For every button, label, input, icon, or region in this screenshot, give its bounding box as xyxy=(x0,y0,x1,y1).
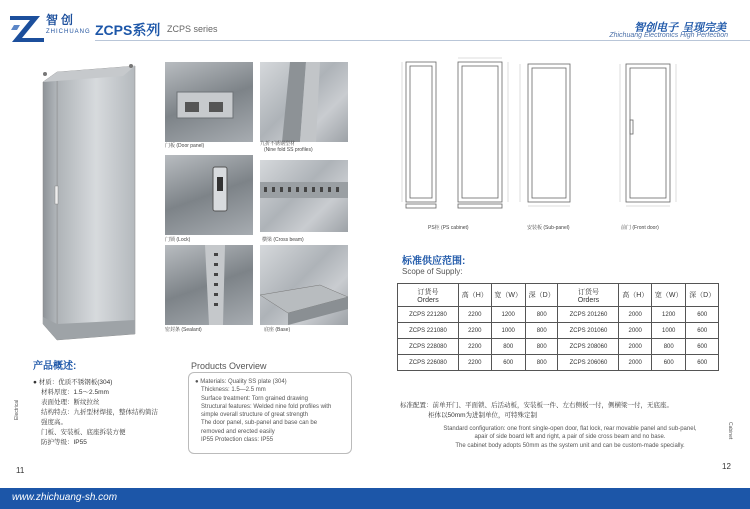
overview-cn-list xyxy=(33,378,173,448)
table-header-cell: 深（D） xyxy=(525,284,558,307)
caption-lock: 门锁 (Lock) xyxy=(165,237,191,243)
table-header-cell: 宽（W） xyxy=(652,284,686,307)
overview-en-line: removed and erected easily xyxy=(201,428,275,435)
overview-en-line: Surface treatment: Torn grained drawing xyxy=(201,395,308,402)
overview-cn-line: ● 材质：优质不锈钢板(304) xyxy=(33,379,113,386)
overview-cn-line: 材料厚度：1.5～2.5mm xyxy=(41,389,109,396)
table-header-row xyxy=(398,284,719,307)
overview-cn-line: 防护等级：IP55 xyxy=(41,439,87,446)
overview-en-line: Structural features: Welded nine fold profiles with xyxy=(201,403,332,410)
base-photo xyxy=(260,245,348,325)
table-header-cell: 高（H） xyxy=(619,284,652,307)
caption-profiles-cn: 九折不锈钢型材 xyxy=(260,141,296,147)
cabinet-photo xyxy=(35,62,150,344)
sealant-illustration xyxy=(165,245,253,325)
config-cn xyxy=(400,401,740,421)
table-header-cell: 高（H） xyxy=(459,284,492,307)
caption-sealant: 密封条 (Sealant) xyxy=(165,327,202,333)
slogan-chinese: 智创电子 呈现完美 xyxy=(634,21,726,34)
overview-en-line: The door panel, sub-panel and base can be xyxy=(201,420,318,427)
caption-front-door: 前门 (Front door) xyxy=(621,225,659,231)
table-header-cell: 宽（W） xyxy=(491,284,525,307)
config-en-line: apair of side board left and right, a pair of side cross beam and no base. xyxy=(474,434,666,441)
door-panel-photo xyxy=(165,62,253,142)
base-illustration xyxy=(260,245,348,325)
ps-cabinet-drawing xyxy=(398,56,518,212)
lock-illustration xyxy=(165,155,253,235)
overview-en-line: ● Materials: Quality SS plate (304) xyxy=(195,379,287,385)
slogan-english: Zhichuang Electronics High Perfection xyxy=(609,32,728,39)
logo-english-text: ZHICHUANG xyxy=(46,29,91,35)
table-row: ZCPS 221080 2200 1000 800 ZCPS 201060 2000 1000 600 xyxy=(398,323,719,339)
profiles-illustration xyxy=(260,62,348,142)
config-en xyxy=(400,425,740,450)
page-number-right: 12 xyxy=(722,462,731,471)
overview-cn-title: 产品概述: xyxy=(33,361,77,372)
overview-en-title: Products Overview xyxy=(191,361,267,371)
table-header-cell: 订货号 Orders xyxy=(558,284,619,307)
overview-en-line: simple overall structure of great strength xyxy=(201,412,309,419)
side-label-left: Electrical xyxy=(14,399,20,420)
config-cn-line: 标准配置：前单开门、平面锁、后活动板，安装板一件、左右侧板一付，侧横梁一付，无底座。 xyxy=(400,402,673,409)
series-subtitle: ZCPS series xyxy=(167,24,218,34)
table-header-cell: 订货号 Orders xyxy=(398,284,459,307)
caption-door-panel: 门板 (Door panel) xyxy=(165,143,205,149)
config-en-line: The cabinet body adopts 50mm as the system unit and can be custom-made specially. xyxy=(455,442,685,449)
config-cn-line: 柜体以50mm为进制单位，可特殊定制 xyxy=(428,412,538,419)
footer-website-link[interactable]: www.zhichuang-sh.com xyxy=(12,492,118,503)
table-row: ZCPS 221280 2200 1200 800 ZCPS 201260 2000 1200 600 xyxy=(398,307,719,323)
config-en-line: Standard configuration: one front single-open door, flat lock, rear movable panel and sub-panel, xyxy=(443,426,697,432)
page-number-left: 11 xyxy=(16,466,25,475)
supply-title-en: Scope of Supply: xyxy=(402,267,463,276)
overview-en-line: Thickness: 1.5—2.5 mm xyxy=(201,387,266,394)
logo-chinese-text: 智创 xyxy=(46,13,77,27)
overview-cn-line: 强度高。 xyxy=(41,419,67,426)
table-header-cell: 深（D） xyxy=(686,284,719,307)
overview-cn-line: 门板、安装板、底座拆装方便 xyxy=(41,429,126,436)
cross-beam-illustration xyxy=(260,160,348,232)
caption-sub-panel: 安装板 (Sub-panel) xyxy=(527,225,570,231)
profiles-photo xyxy=(260,62,348,142)
sub-panel-drawing xyxy=(510,56,590,212)
header-divider xyxy=(95,40,750,41)
caption-cross-beam: 横梁 (Cross beam) xyxy=(262,237,304,243)
overview-en-line: IP55 Protection class: IP55 xyxy=(201,437,274,444)
door-panel-illustration xyxy=(165,62,253,142)
overview-cn-line: 表面处理：断纹拉丝 xyxy=(41,399,100,406)
caption-base: 底座 (Base) xyxy=(264,327,291,333)
spec-table xyxy=(397,283,719,371)
overview-cn-line: 结构特点：九折型材焊接，整体结构简洁 xyxy=(41,409,158,416)
side-label-right: Cabinet xyxy=(727,422,733,440)
zhichuang-logo-icon xyxy=(10,12,44,42)
front-door-drawing xyxy=(600,56,700,212)
table-row: ZCPS 228080 2200 800 800 ZCPS 208060 2000 800 600 xyxy=(398,339,719,355)
cross-beam-photo xyxy=(260,160,348,232)
sealant-photo xyxy=(165,245,253,325)
caption-ps-cabinet: PS柜 (PS cabinet) xyxy=(428,225,469,231)
supply-title-cn: 标准供应范围: xyxy=(402,256,466,267)
series-title: ZCPS系列 xyxy=(95,22,161,38)
lock-photo xyxy=(165,155,253,235)
caption-profiles-en: (Nine fold SS profiles) xyxy=(264,147,313,153)
overview-en-box xyxy=(188,372,352,454)
table-row: ZCPS 226080 2200 600 800 ZCPS 206060 2000 600 600 xyxy=(398,355,719,371)
